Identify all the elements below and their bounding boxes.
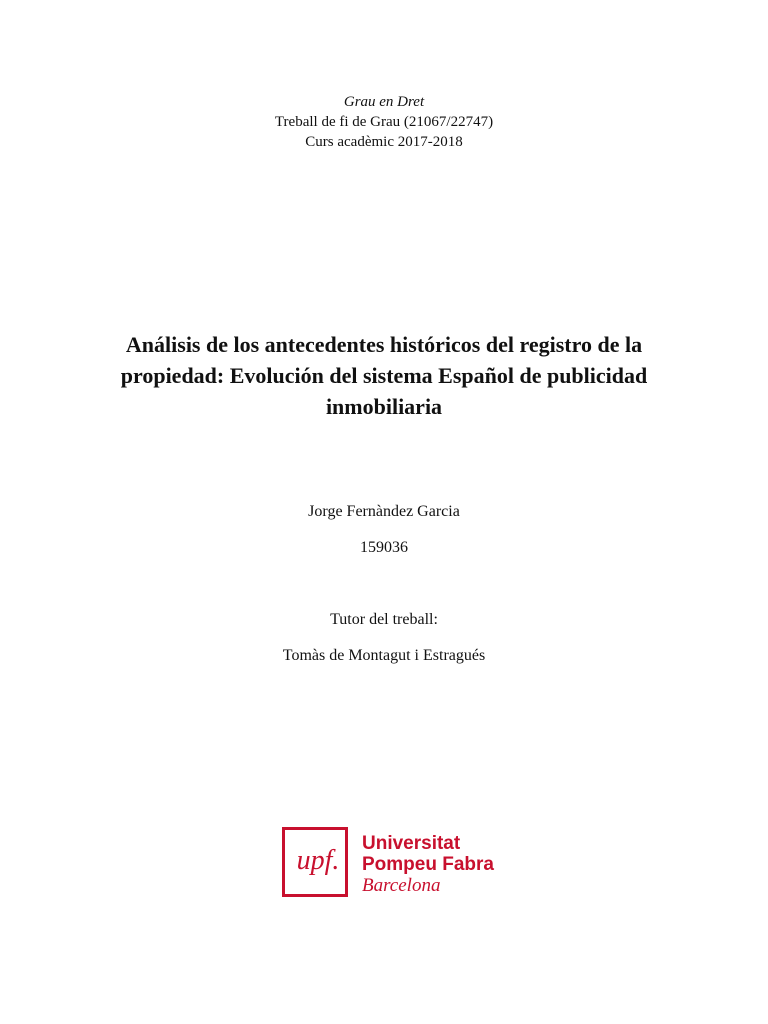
title-line-2: propiedad: Evolución del sistema Español de publicidad bbox=[120, 363, 648, 388]
student-id: 159036 bbox=[360, 539, 408, 556]
author-name: Jorge Fernàndez Garcia bbox=[308, 503, 460, 520]
tutor-name: Tomàs de Montagut i Estragués bbox=[282, 647, 486, 664]
logo-line-2: Pompeu Fabra bbox=[362, 854, 494, 875]
logo-line-3: Barcelona bbox=[362, 875, 441, 896]
degree-name: Grau en Dret bbox=[343, 94, 425, 110]
logo-line-1: Universitat bbox=[362, 833, 461, 854]
title-line-1: Análisis de los antecedentes históricos del registro de la bbox=[125, 332, 643, 357]
logo-box bbox=[282, 827, 348, 897]
logo-mark: upf. bbox=[296, 845, 340, 876]
course-code: Treball de fi de Grau (21067/22747) bbox=[274, 114, 494, 130]
title-line-3: inmobiliaria bbox=[325, 394, 443, 419]
university-logo bbox=[282, 827, 502, 903]
tutor-label: Tutor del treball: bbox=[330, 611, 438, 628]
logo-text bbox=[362, 833, 494, 896]
academic-year: Curs acadèmic 2017-2018 bbox=[305, 134, 463, 150]
